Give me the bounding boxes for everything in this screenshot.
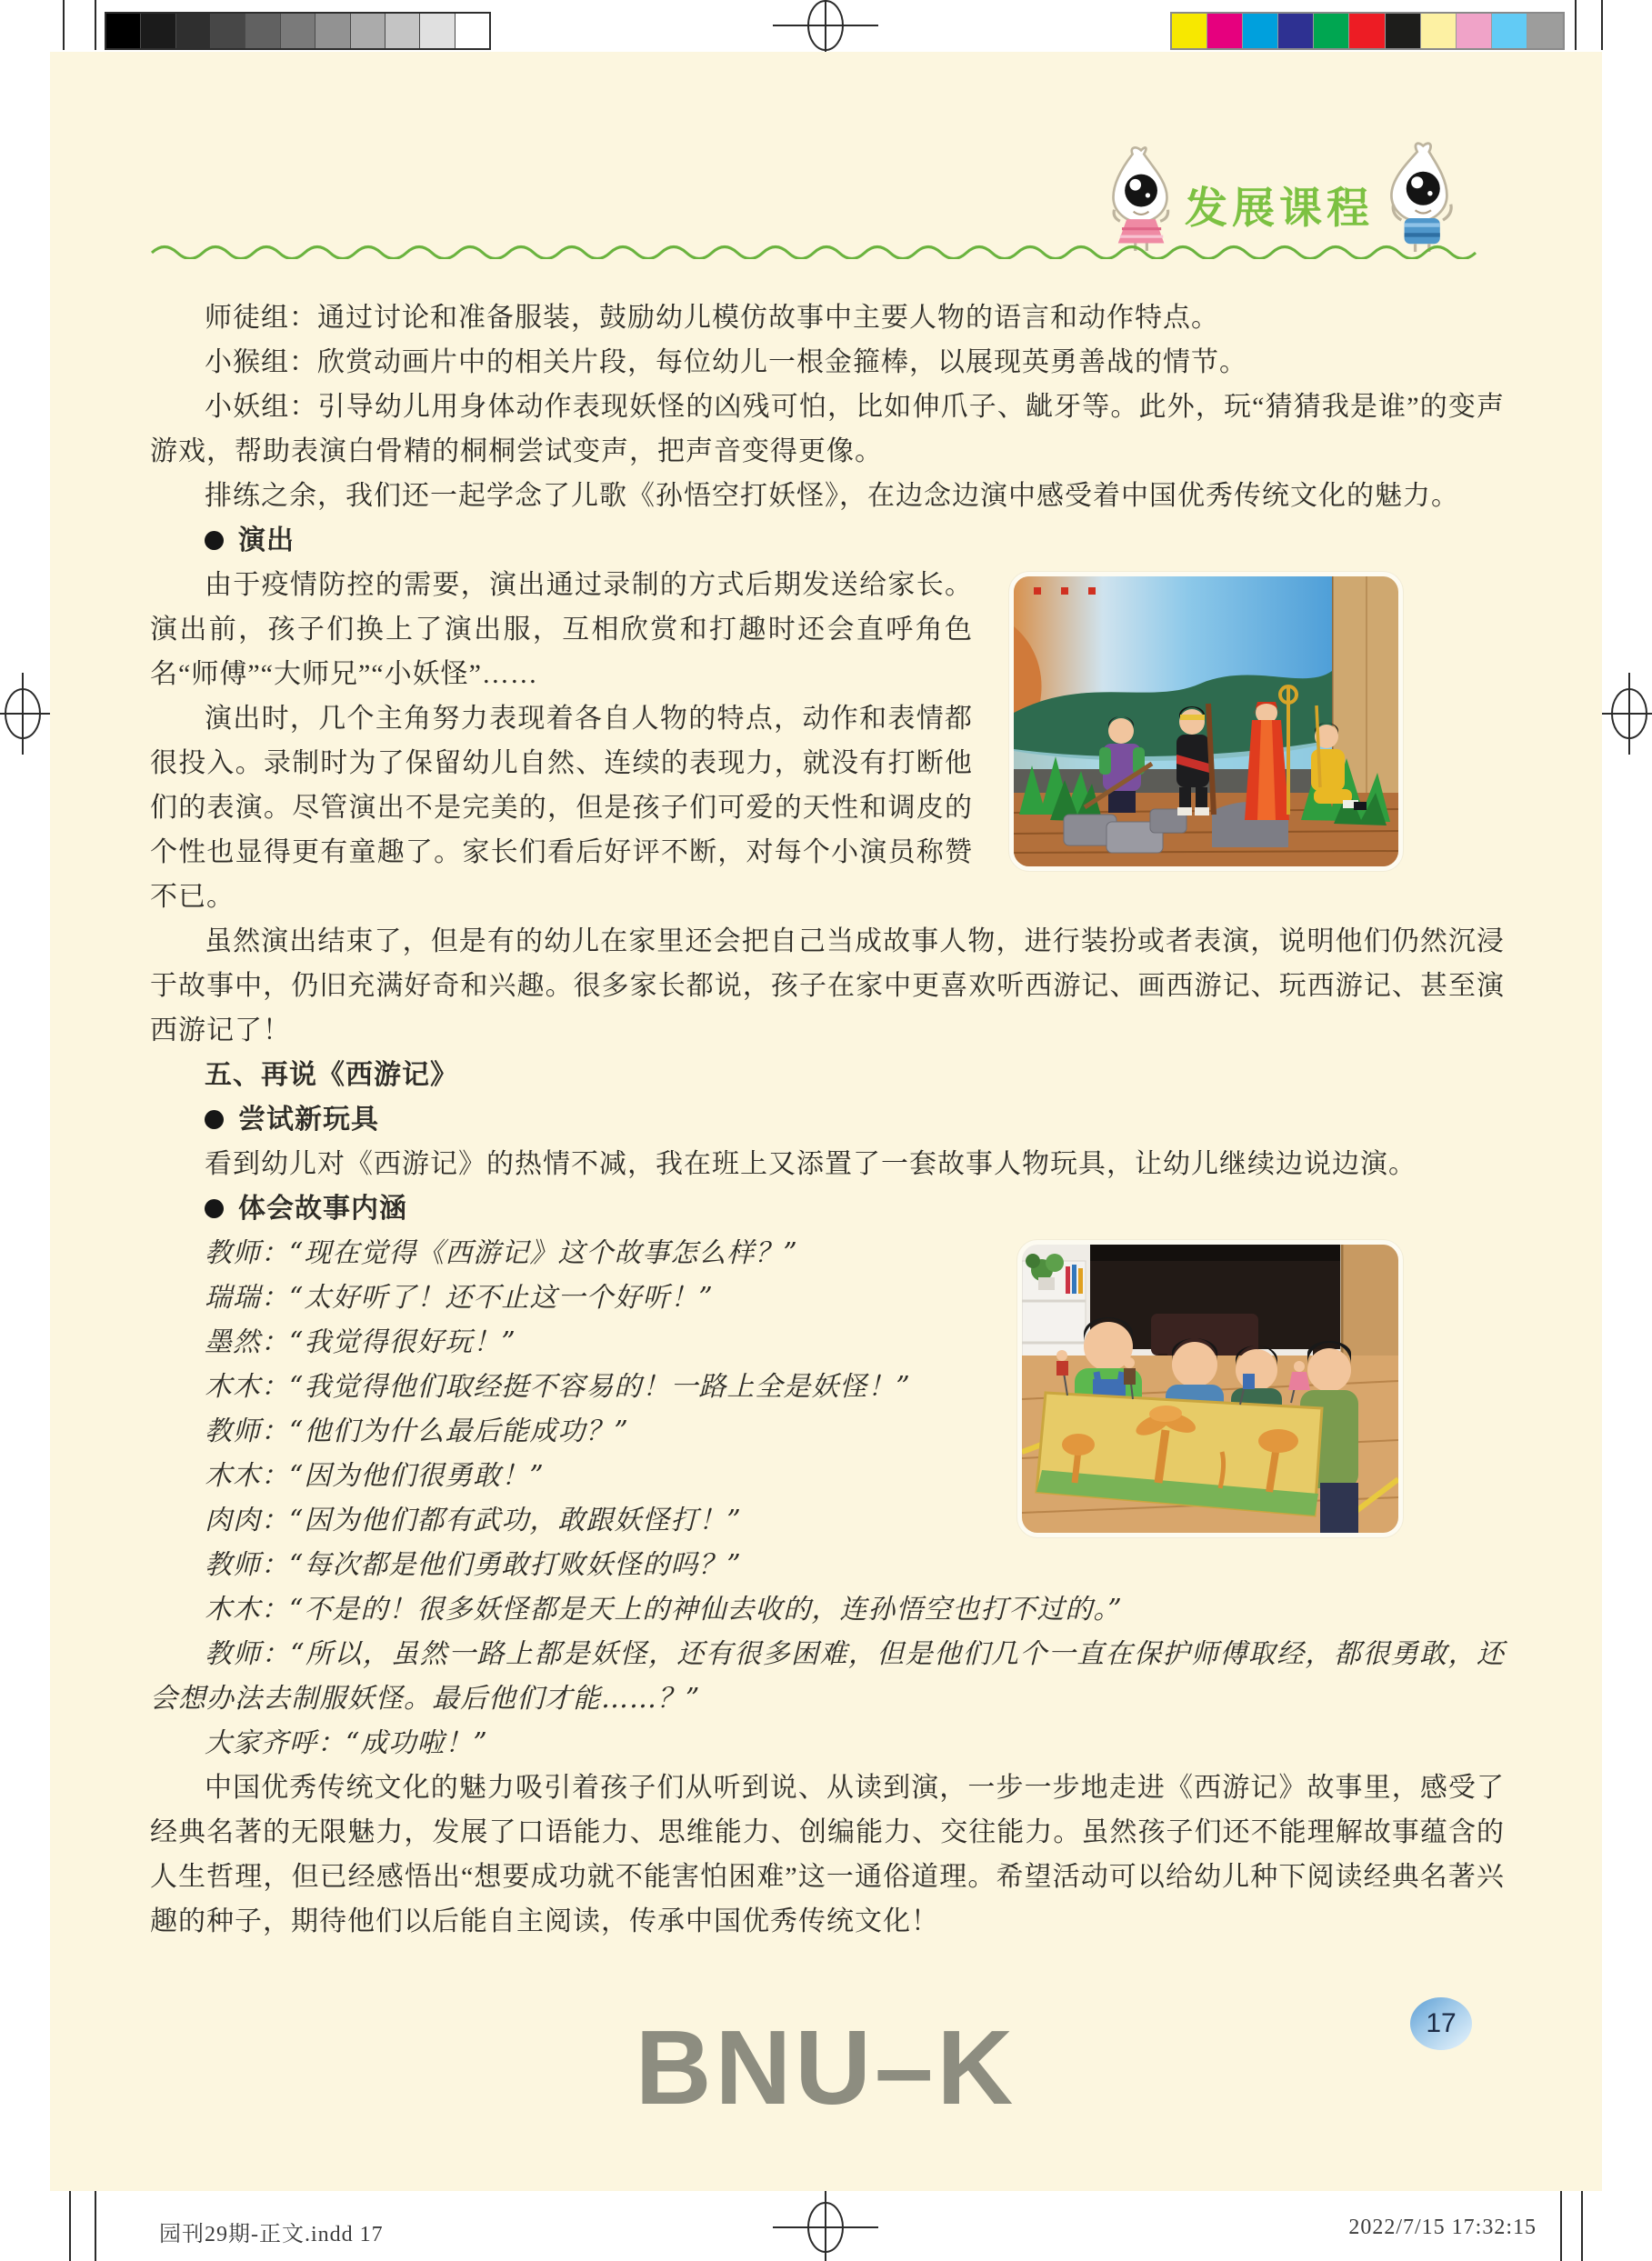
bullet-heading-new-toys (150, 1097, 1505, 1142)
bnu-k-watermark: BNU–K (635, 2008, 1017, 2126)
dialog-line: 教师：“他们为什么最后能成功？” (205, 1416, 629, 1447)
dialog-line: 肉肉：“因为他们都有武功，敢跟妖怪打！” (205, 1505, 742, 1536)
eye-drop-mascot-pink-icon (1105, 145, 1176, 252)
page-number-badge (1410, 1997, 1472, 2050)
bullet-heading-label: 尝试新玩具 (238, 1105, 379, 1135)
dialog-line: 教师：“所以，虽然一路上都是妖怪，还有很多困难，但是他们几个一直在保护师傅取经，都很勇敢，还会想办法去制服妖怪。最后他们才能……？” (150, 1638, 1505, 1715)
paragraph: 排练之余，我们还一起学念了儿歌《孙悟空打妖怪》，在边念边演中感受着中国优秀传统文化的魅力。 (205, 481, 1459, 511)
bullet-heading-story-meaning (150, 1186, 1505, 1231)
bullet-dot-icon (205, 1199, 224, 1218)
eye-drop-mascot-blue-icon (1383, 141, 1457, 252)
dialog-line: 教师：“每次都是他们勇敢打败妖怪的吗？” (205, 1549, 742, 1581)
dialog-line: 木木：“我觉得他们取经挺不容易的！一路上全是妖怪！” (205, 1371, 911, 1403)
puppet-box-photo (1017, 1240, 1403, 1537)
dialog-line: 木木：“因为他们很勇敢！” (205, 1460, 545, 1492)
paragraph: 中国优秀传统文化的魅力吸引着孩子们从听到说、从读到演，一步一步地走进《西游记》故事里，感受了经典名著的无限魅力，发展了口语能力、思维能力、创编能力、交往能力。虽然孩子们还不能理解故事蕴含的人生哲理，但已经感悟出“想要成功就不能害怕困难”这一通俗道理。希望活动可以给幼儿种下阅读经典名著兴趣的种子，期待他们以后能自主阅读，传承中国优秀传统文化！ (150, 1773, 1505, 1936)
bullet-dot-icon (205, 1110, 224, 1129)
file-name-note: 园刊29期-正文.indd 17 (159, 2223, 384, 2246)
magazine-page (50, 52, 1602, 2191)
article-body (150, 295, 1505, 1944)
paragraph: 虽然演出结束了，但是有的幼儿在家里还会把自己当成故事人物，进行装扮或者表演，说明他们仍然沉浸于故事中，仍旧充满好奇和兴趣。很多家长都说，孩子在家中更喜欢听西游记、画西游记、玩西游记、甚至演西游记了！ (150, 926, 1505, 1045)
page-title: 发展课程 (1185, 184, 1374, 232)
stage-performance-photo (1009, 572, 1403, 871)
bullet-heading-label: 体会故事内涵 (238, 1194, 407, 1224)
section-header (1105, 143, 1509, 252)
paragraph: 小猴组：欣赏动画片中的相关片段，每位幼儿一根金箍棒，以展现英勇善战的情节。 (205, 347, 1247, 377)
section-heading-retell: 五、再说《西游记》 (205, 1060, 458, 1090)
dialog-line: 大家齐呼：“成功啦！” (205, 1727, 488, 1759)
bullet-dot-icon (205, 531, 224, 550)
bullet-heading-performance (150, 518, 1505, 563)
paragraph: 由于疫情防控的需要，演出通过录制的方式后期发送给家长。演出前，孩子们换上了演出服，互相欣赏和打趣时还会直呼角色名“师傅”“大师兄”“小妖怪”…… (150, 570, 973, 689)
paragraph: 演出时，几个主角努力表现着各自人物的特点，动作和表情都很投入。录制时为了保留幼儿自然、连续的表现力，就没有打断他们的表演。尽管演出不是完美的，但是孩子们可爱的天性和调皮的个性也显得更有童趣了。家长们看后好评不断，对每个小演员称赞不已。 (150, 704, 973, 912)
paragraph: 看到幼儿对《西游记》的热情不减，我在班上又添置了一套故事人物玩具，让幼儿继续边说边演。 (205, 1149, 1417, 1179)
dialog-line: 墨然：“我觉得很好玩！” (205, 1326, 516, 1358)
wavy-divider (150, 243, 1505, 259)
print-timestamp: 2022/7/15 17:32:15 (1348, 2216, 1537, 2239)
dialog-line: 瑞瑞：“太好听了！还不止这一个好听！” (205, 1282, 714, 1314)
bullet-heading-label: 演出 (238, 525, 295, 555)
paragraph: 师徒组：通过讨论和准备服装，鼓励幼儿模仿故事中主要人物的语言和动作特点。 (205, 303, 1219, 333)
dialog-line: 教师：“现在觉得《西游记》这个故事怎么样？” (205, 1237, 798, 1269)
page-number: 17 (1426, 2008, 1457, 2038)
dialog-line: 木木：“不是的！很多妖怪都是天上的神仙去收的，连孙悟空也打不过的。” (205, 1594, 1123, 1626)
paragraph: 小妖组：引导幼儿用身体动作表现妖怪的凶残可怕，比如伸爪子、龇牙等。此外，玩“猜猜我是谁”的变声游戏，帮助表演白骨精的桐桐尝试变声，把声音变得更像。 (150, 392, 1505, 466)
